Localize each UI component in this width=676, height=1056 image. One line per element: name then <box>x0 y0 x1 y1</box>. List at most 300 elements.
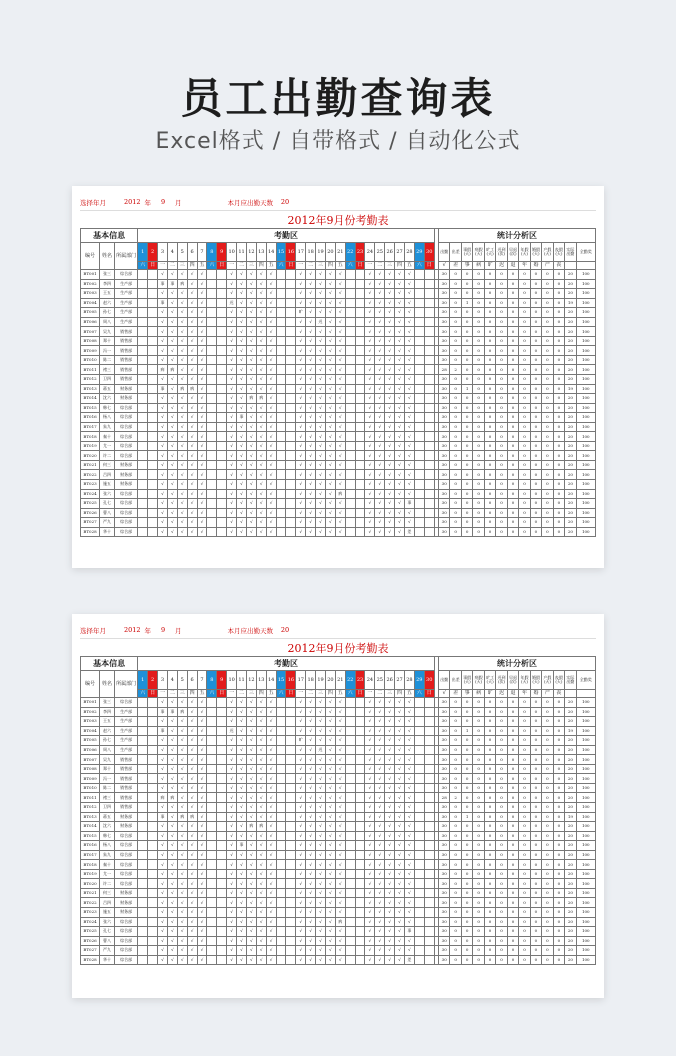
attendance-cell[interactable]: √ <box>365 860 375 870</box>
attendance-cell[interactable] <box>355 384 365 394</box>
attendance-cell[interactable]: √ <box>266 745 276 755</box>
attendance-cell[interactable]: √ <box>395 831 405 841</box>
attendance-cell[interactable]: √ <box>187 869 197 879</box>
attendance-cell[interactable]: √ <box>404 384 414 394</box>
attendance-cell[interactable] <box>138 812 148 822</box>
attendance-cell[interactable]: √ <box>197 317 207 327</box>
attendance-cell[interactable] <box>414 755 424 765</box>
attendance-cell[interactable] <box>345 270 355 280</box>
attendance-cell[interactable]: √ <box>266 803 276 813</box>
attendance-cell[interactable]: √ <box>325 355 335 365</box>
attendance-cell[interactable]: √ <box>197 508 207 518</box>
attendance-cell[interactable] <box>414 831 424 841</box>
attendance-cell[interactable]: √ <box>187 308 197 318</box>
attendance-cell[interactable] <box>355 803 365 813</box>
year-select[interactable]: 2012 <box>124 198 141 206</box>
attendance-cell[interactable]: √ <box>296 527 306 537</box>
attendance-cell[interactable] <box>424 298 434 308</box>
attendance-cell[interactable] <box>207 869 217 879</box>
attendance-cell[interactable] <box>207 764 217 774</box>
attendance-cell[interactable] <box>345 394 355 404</box>
attendance-cell[interactable]: √ <box>335 803 345 813</box>
attendance-cell[interactable]: √ <box>395 879 405 889</box>
attendance-cell[interactable]: √ <box>385 394 395 404</box>
attendance-cell[interactable]: √ <box>187 860 197 870</box>
attendance-cell[interactable]: √ <box>385 365 395 375</box>
attendance-cell[interactable]: √ <box>395 375 405 385</box>
attendance-cell[interactable] <box>345 860 355 870</box>
attendance-cell[interactable]: √ <box>335 422 345 432</box>
attendance-cell[interactable]: √ <box>158 955 168 965</box>
attendance-cell[interactable]: √ <box>395 460 405 470</box>
attendance-cell[interactable]: √ <box>266 527 276 537</box>
attendance-cell[interactable]: √ <box>197 289 207 299</box>
attendance-cell[interactable]: √ <box>325 298 335 308</box>
attendance-cell[interactable]: √ <box>197 955 207 965</box>
attendance-cell[interactable] <box>355 764 365 774</box>
attendance-cell[interactable]: √ <box>197 432 207 442</box>
attendance-cell[interactable] <box>414 822 424 832</box>
attendance-cell[interactable]: √ <box>306 946 316 956</box>
attendance-cell[interactable]: √ <box>227 355 237 365</box>
attendance-cell[interactable]: √ <box>306 413 316 423</box>
attendance-cell[interactable]: √ <box>256 499 266 509</box>
attendance-cell[interactable]: √ <box>197 499 207 509</box>
attendance-cell[interactable]: √ <box>365 707 375 717</box>
attendance-cell[interactable] <box>286 270 296 280</box>
attendance-cell[interactable]: √ <box>197 698 207 708</box>
attendance-cell[interactable]: √ <box>395 793 405 803</box>
attendance-cell[interactable] <box>148 365 158 375</box>
attendance-cell[interactable]: √ <box>335 860 345 870</box>
attendance-cell[interactable] <box>414 489 424 499</box>
attendance-cell[interactable]: √ <box>365 841 375 851</box>
attendance-cell[interactable]: √ <box>167 850 177 860</box>
attendance-cell[interactable] <box>217 365 227 375</box>
attendance-cell[interactable]: √ <box>246 936 256 946</box>
attendance-cell[interactable]: √ <box>197 755 207 765</box>
attendance-cell[interactable]: √ <box>335 783 345 793</box>
attendance-cell[interactable]: √ <box>395 317 405 327</box>
attendance-cell[interactable]: √ <box>227 403 237 413</box>
attendance-cell[interactable]: √ <box>256 869 266 879</box>
attendance-cell[interactable]: √ <box>316 726 326 736</box>
attendance-cell[interactable]: √ <box>237 908 247 918</box>
attendance-cell[interactable]: √ <box>316 764 326 774</box>
attendance-cell[interactable]: √ <box>237 879 247 889</box>
attendance-cell[interactable]: √ <box>266 432 276 442</box>
attendance-cell[interactable]: √ <box>306 736 316 746</box>
attendance-cell[interactable] <box>276 403 286 413</box>
attendance-cell[interactable] <box>286 898 296 908</box>
attendance-cell[interactable]: √ <box>167 499 177 509</box>
attendance-cell[interactable]: √ <box>316 403 326 413</box>
attendance-cell[interactable]: √ <box>385 831 395 841</box>
attendance-cell[interactable]: √ <box>266 413 276 423</box>
attendance-cell[interactable] <box>276 346 286 356</box>
attendance-cell[interactable]: √ <box>246 745 256 755</box>
attendance-cell[interactable]: √ <box>256 850 266 860</box>
attendance-cell[interactable]: √ <box>395 403 405 413</box>
attendance-cell[interactable]: √ <box>187 726 197 736</box>
attendance-cell[interactable] <box>217 384 227 394</box>
attendance-cell[interactable] <box>286 879 296 889</box>
attendance-cell[interactable]: √ <box>335 375 345 385</box>
attendance-cell[interactable]: √ <box>316 365 326 375</box>
attendance-cell[interactable] <box>217 726 227 736</box>
attendance-cell[interactable]: √ <box>395 518 405 528</box>
attendance-cell[interactable] <box>148 898 158 908</box>
attendance-cell[interactable] <box>217 755 227 765</box>
attendance-cell[interactable] <box>207 317 217 327</box>
attendance-cell[interactable]: √ <box>375 298 385 308</box>
attendance-cell[interactable]: √ <box>325 317 335 327</box>
attendance-cell[interactable]: √ <box>246 298 256 308</box>
attendance-cell[interactable]: √ <box>404 803 414 813</box>
attendance-cell[interactable]: √ <box>227 518 237 528</box>
attendance-cell[interactable]: √ <box>237 346 247 356</box>
attendance-cell[interactable]: √ <box>296 717 306 727</box>
attendance-cell[interactable]: √ <box>404 831 414 841</box>
attendance-cell[interactable] <box>286 803 296 813</box>
attendance-cell[interactable] <box>424 375 434 385</box>
attendance-cell[interactable] <box>424 384 434 394</box>
attendance-cell[interactable] <box>138 403 148 413</box>
attendance-cell[interactable]: √ <box>197 812 207 822</box>
attendance-cell[interactable]: √ <box>375 375 385 385</box>
attendance-cell[interactable] <box>148 736 158 746</box>
attendance-cell[interactable]: 病 <box>158 365 168 375</box>
attendance-cell[interactable]: √ <box>246 336 256 346</box>
attendance-cell[interactable]: √ <box>167 432 177 442</box>
attendance-cell[interactable]: √ <box>325 755 335 765</box>
attendance-cell[interactable]: √ <box>306 480 316 490</box>
attendance-cell[interactable] <box>138 736 148 746</box>
attendance-cell[interactable] <box>286 480 296 490</box>
attendance-cell[interactable] <box>138 508 148 518</box>
attendance-cell[interactable] <box>217 336 227 346</box>
attendance-cell[interactable] <box>276 726 286 736</box>
attendance-cell[interactable]: √ <box>177 736 187 746</box>
attendance-cell[interactable]: √ <box>266 736 276 746</box>
attendance-cell[interactable]: √ <box>325 850 335 860</box>
attendance-cell[interactable] <box>345 812 355 822</box>
attendance-cell[interactable] <box>355 518 365 528</box>
attendance-cell[interactable] <box>414 470 424 480</box>
attendance-cell[interactable] <box>207 355 217 365</box>
attendance-cell[interactable]: √ <box>316 527 326 537</box>
attendance-cell[interactable]: √ <box>365 869 375 879</box>
attendance-cell[interactable]: √ <box>395 308 405 318</box>
attendance-cell[interactable] <box>207 432 217 442</box>
attendance-cell[interactable] <box>276 508 286 518</box>
attendance-cell[interactable] <box>414 518 424 528</box>
attendance-cell[interactable] <box>414 850 424 860</box>
attendance-cell[interactable]: √ <box>385 346 395 356</box>
attendance-cell[interactable] <box>345 841 355 851</box>
attendance-cell[interactable]: √ <box>158 327 168 337</box>
attendance-cell[interactable]: √ <box>404 879 414 889</box>
attendance-cell[interactable] <box>355 860 365 870</box>
attendance-cell[interactable]: √ <box>404 717 414 727</box>
attendance-cell[interactable] <box>207 831 217 841</box>
attendance-cell[interactable]: √ <box>404 355 414 365</box>
attendance-cell[interactable]: √ <box>404 480 414 490</box>
attendance-cell[interactable]: √ <box>167 518 177 528</box>
attendance-cell[interactable]: √ <box>375 527 385 537</box>
attendance-cell[interactable]: √ <box>365 270 375 280</box>
attendance-cell[interactable] <box>138 308 148 318</box>
attendance-cell[interactable]: √ <box>306 850 316 860</box>
attendance-cell[interactable]: √ <box>365 755 375 765</box>
attendance-cell[interactable]: √ <box>158 489 168 499</box>
attendance-cell[interactable]: √ <box>375 346 385 356</box>
attendance-cell[interactable] <box>148 879 158 889</box>
attendance-cell[interactable]: √ <box>375 803 385 813</box>
attendance-cell[interactable] <box>148 451 158 461</box>
attendance-cell[interactable] <box>276 289 286 299</box>
attendance-cell[interactable]: √ <box>187 908 197 918</box>
attendance-cell[interactable]: √ <box>158 841 168 851</box>
attendance-cell[interactable] <box>414 898 424 908</box>
attendance-cell[interactable]: √ <box>167 527 177 537</box>
attendance-cell[interactable] <box>424 879 434 889</box>
attendance-cell[interactable]: √ <box>375 717 385 727</box>
attendance-cell[interactable]: √ <box>404 346 414 356</box>
attendance-cell[interactable]: √ <box>266 375 276 385</box>
attendance-cell[interactable]: √ <box>227 394 237 404</box>
attendance-cell[interactable]: √ <box>395 927 405 937</box>
attendance-cell[interactable]: √ <box>365 783 375 793</box>
attendance-cell[interactable]: √ <box>237 422 247 432</box>
attendance-cell[interactable] <box>345 346 355 356</box>
attendance-cell[interactable] <box>207 413 217 423</box>
attendance-cell[interactable]: √ <box>227 508 237 518</box>
attendance-cell[interactable]: √ <box>167 869 177 879</box>
attendance-cell[interactable]: √ <box>385 375 395 385</box>
attendance-cell[interactable]: √ <box>246 783 256 793</box>
attendance-cell[interactable]: √ <box>404 936 414 946</box>
attendance-cell[interactable]: √ <box>177 717 187 727</box>
attendance-cell[interactable]: √ <box>335 936 345 946</box>
attendance-cell[interactable]: √ <box>385 480 395 490</box>
attendance-cell[interactable]: √ <box>404 336 414 346</box>
attendance-cell[interactable]: √ <box>167 375 177 385</box>
attendance-cell[interactable]: √ <box>227 451 237 461</box>
attendance-cell[interactable]: √ <box>197 270 207 280</box>
attendance-cell[interactable]: √ <box>325 384 335 394</box>
attendance-cell[interactable]: √ <box>385 879 395 889</box>
attendance-cell[interactable]: √ <box>325 774 335 784</box>
attendance-cell[interactable]: √ <box>306 365 316 375</box>
attendance-cell[interactable]: √ <box>335 812 345 822</box>
attendance-cell[interactable] <box>355 508 365 518</box>
attendance-cell[interactable]: √ <box>187 707 197 717</box>
attendance-cell[interactable]: 病 <box>187 812 197 822</box>
attendance-cell[interactable]: √ <box>316 774 326 784</box>
attendance-cell[interactable]: √ <box>187 270 197 280</box>
attendance-cell[interactable]: √ <box>395 365 405 375</box>
attendance-cell[interactable]: √ <box>375 279 385 289</box>
attendance-cell[interactable]: √ <box>237 803 247 813</box>
attendance-cell[interactable] <box>138 365 148 375</box>
attendance-cell[interactable] <box>345 480 355 490</box>
attendance-cell[interactable] <box>424 394 434 404</box>
attendance-cell[interactable]: √ <box>246 327 256 337</box>
attendance-cell[interactable]: √ <box>256 470 266 480</box>
attendance-cell[interactable]: √ <box>158 946 168 956</box>
attendance-cell[interactable] <box>424 413 434 423</box>
attendance-cell[interactable]: √ <box>306 336 316 346</box>
attendance-cell[interactable]: √ <box>227 917 237 927</box>
attendance-cell[interactable]: √ <box>237 308 247 318</box>
attendance-cell[interactable] <box>345 955 355 965</box>
attendance-cell[interactable] <box>217 841 227 851</box>
attendance-cell[interactable]: √ <box>266 917 276 927</box>
attendance-cell[interactable]: √ <box>246 803 256 813</box>
attendance-cell[interactable]: √ <box>316 707 326 717</box>
attendance-cell[interactable]: √ <box>227 736 237 746</box>
attendance-cell[interactable]: √ <box>306 707 316 717</box>
attendance-cell[interactable]: √ <box>158 508 168 518</box>
attendance-cell[interactable]: √ <box>296 384 306 394</box>
attendance-cell[interactable] <box>424 327 434 337</box>
attendance-cell[interactable]: √ <box>325 869 335 879</box>
attendance-cell[interactable]: √ <box>404 279 414 289</box>
attendance-cell[interactable]: √ <box>404 822 414 832</box>
attendance-cell[interactable] <box>138 346 148 356</box>
attendance-cell[interactable]: √ <box>256 898 266 908</box>
attendance-cell[interactable]: √ <box>306 279 316 289</box>
attendance-cell[interactable] <box>414 927 424 937</box>
attendance-cell[interactable]: √ <box>306 860 316 870</box>
attendance-cell[interactable] <box>138 527 148 537</box>
attendance-cell[interactable] <box>286 317 296 327</box>
attendance-cell[interactable]: √ <box>375 460 385 470</box>
attendance-cell[interactable] <box>207 365 217 375</box>
attendance-cell[interactable]: √ <box>375 394 385 404</box>
attendance-cell[interactable]: √ <box>306 432 316 442</box>
attendance-cell[interactable] <box>207 480 217 490</box>
attendance-cell[interactable]: √ <box>375 365 385 375</box>
attendance-cell[interactable]: √ <box>365 879 375 889</box>
attendance-cell[interactable]: √ <box>395 946 405 956</box>
attendance-cell[interactable] <box>355 270 365 280</box>
attendance-cell[interactable]: √ <box>197 441 207 451</box>
attendance-cell[interactable]: √ <box>237 946 247 956</box>
attendance-cell[interactable] <box>148 869 158 879</box>
attendance-cell[interactable]: √ <box>375 898 385 908</box>
attendance-cell[interactable]: √ <box>296 955 306 965</box>
attendance-cell[interactable]: √ <box>246 432 256 442</box>
attendance-cell[interactable]: √ <box>246 698 256 708</box>
attendance-cell[interactable] <box>276 898 286 908</box>
attendance-cell[interactable] <box>355 717 365 727</box>
attendance-cell[interactable]: √ <box>266 793 276 803</box>
attendance-cell[interactable] <box>424 289 434 299</box>
attendance-cell[interactable]: √ <box>197 403 207 413</box>
attendance-cell[interactable]: √ <box>385 327 395 337</box>
attendance-cell[interactable] <box>355 289 365 299</box>
attendance-cell[interactable] <box>345 764 355 774</box>
attendance-cell[interactable] <box>414 936 424 946</box>
attendance-cell[interactable]: √ <box>266 451 276 461</box>
attendance-cell[interactable] <box>217 717 227 727</box>
attendance-cell[interactable] <box>207 279 217 289</box>
attendance-cell[interactable]: √ <box>177 803 187 813</box>
attendance-cell[interactable]: √ <box>306 460 316 470</box>
attendance-cell[interactable]: √ <box>375 698 385 708</box>
attendance-cell[interactable]: √ <box>246 707 256 717</box>
attendance-cell[interactable]: √ <box>246 289 256 299</box>
attendance-cell[interactable]: √ <box>237 470 247 480</box>
attendance-cell[interactable] <box>138 451 148 461</box>
attendance-cell[interactable]: √ <box>197 489 207 499</box>
attendance-cell[interactable]: √ <box>237 698 247 708</box>
attendance-cell[interactable]: 事 <box>158 707 168 717</box>
attendance-cell[interactable]: √ <box>167 783 177 793</box>
attendance-cell[interactable] <box>276 822 286 832</box>
attendance-cell[interactable]: √ <box>237 755 247 765</box>
attendance-cell[interactable]: √ <box>375 499 385 509</box>
attendance-cell[interactable]: √ <box>167 298 177 308</box>
attendance-cell[interactable]: √ <box>395 527 405 537</box>
attendance-cell[interactable]: √ <box>158 888 168 898</box>
attendance-cell[interactable]: √ <box>197 336 207 346</box>
attendance-cell[interactable] <box>286 927 296 937</box>
attendance-cell[interactable]: √ <box>404 394 414 404</box>
attendance-cell[interactable]: √ <box>296 850 306 860</box>
attendance-cell[interactable]: √ <box>237 955 247 965</box>
attendance-cell[interactable]: √ <box>316 783 326 793</box>
attendance-cell[interactable]: √ <box>158 822 168 832</box>
attendance-cell[interactable]: √ <box>256 917 266 927</box>
attendance-cell[interactable] <box>345 774 355 784</box>
attendance-cell[interactable]: √ <box>187 441 197 451</box>
attendance-cell[interactable]: √ <box>335 394 345 404</box>
attendance-cell[interactable]: √ <box>306 755 316 765</box>
attendance-cell[interactable]: √ <box>316 736 326 746</box>
attendance-cell[interactable]: √ <box>256 375 266 385</box>
attendance-cell[interactable]: √ <box>395 413 405 423</box>
attendance-cell[interactable]: √ <box>385 384 395 394</box>
attendance-cell[interactable]: √ <box>237 279 247 289</box>
attendance-cell[interactable] <box>207 460 217 470</box>
attendance-cell[interactable]: √ <box>316 860 326 870</box>
attendance-cell[interactable]: √ <box>365 403 375 413</box>
attendance-cell[interactable] <box>424 764 434 774</box>
attendance-cell[interactable]: √ <box>335 831 345 841</box>
attendance-cell[interactable]: √ <box>187 432 197 442</box>
attendance-cell[interactable]: 病 <box>177 707 187 717</box>
attendance-cell[interactable]: √ <box>177 793 187 803</box>
attendance-cell[interactable] <box>148 355 158 365</box>
attendance-cell[interactable] <box>276 831 286 841</box>
attendance-cell[interactable]: √ <box>296 298 306 308</box>
attendance-cell[interactable]: √ <box>335 822 345 832</box>
attendance-cell[interactable]: √ <box>187 346 197 356</box>
attendance-cell[interactable] <box>276 518 286 528</box>
attendance-cell[interactable]: √ <box>197 717 207 727</box>
attendance-cell[interactable] <box>345 308 355 318</box>
attendance-cell[interactable]: √ <box>177 470 187 480</box>
attendance-cell[interactable]: √ <box>306 499 316 509</box>
attendance-cell[interactable] <box>217 812 227 822</box>
attendance-cell[interactable]: 迟 <box>316 745 326 755</box>
attendance-cell[interactable]: √ <box>177 270 187 280</box>
attendance-cell[interactable] <box>276 355 286 365</box>
attendance-cell[interactable] <box>217 403 227 413</box>
